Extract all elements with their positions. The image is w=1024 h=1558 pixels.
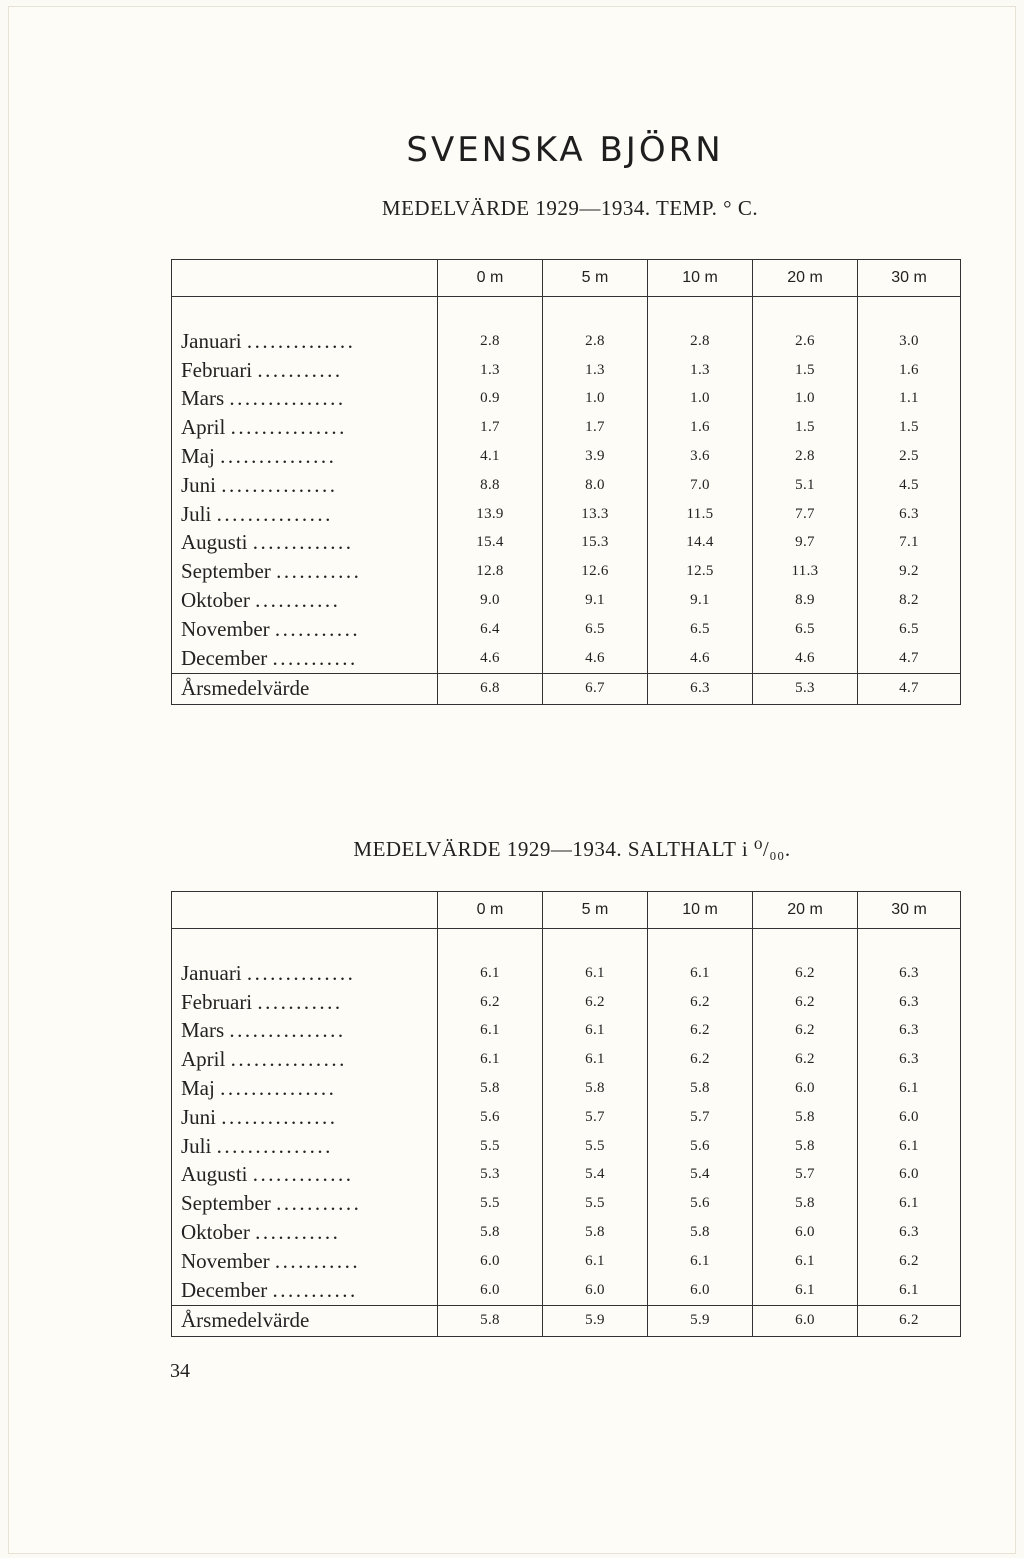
month-cell <box>172 1045 438 1074</box>
table-row <box>172 1074 961 1103</box>
annual-mean-value: 6.2 <box>858 1305 961 1336</box>
leader-dots: ........... <box>274 616 361 641</box>
leader-dots: ........... <box>255 588 341 613</box>
value-cell: 13.9 <box>438 500 543 529</box>
value-cell: 2.8 <box>543 327 648 356</box>
value-cell: 6.3 <box>858 959 961 988</box>
value-cell: 6.0 <box>858 1103 961 1132</box>
leader-dots: ........... <box>276 559 362 584</box>
temperature-heading: MEDELVÄRDE 1929—1934. TEMP. ° C. <box>381 196 759 220</box>
leader-dots: .............. <box>246 960 356 985</box>
column-header: 30 m <box>858 892 961 929</box>
table-row <box>172 1132 961 1161</box>
month-label: December <box>181 645 268 670</box>
value-cell: 1.3 <box>648 356 753 385</box>
value-cell: 6.1 <box>648 1247 753 1276</box>
value-cell: 6.1 <box>858 1276 961 1305</box>
value-cell: 1.3 <box>543 356 648 385</box>
value-cell: 1.5 <box>753 356 858 385</box>
value-cell: 1.6 <box>648 413 753 442</box>
month-label: December <box>181 1277 268 1302</box>
value-cell: 12.8 <box>438 557 543 586</box>
spacer-row <box>172 929 961 960</box>
month-label: Juli <box>181 501 212 526</box>
value-cell: 0.9 <box>438 385 543 414</box>
leader-dots: ........... <box>272 645 358 670</box>
value-cell: 6.1 <box>438 1045 543 1074</box>
spacer-cell <box>753 929 858 960</box>
salinity-table <box>171 891 961 1337</box>
value-cell: 6.1 <box>753 1276 858 1305</box>
month-label: Juli <box>181 1133 212 1158</box>
month-cell <box>172 327 438 356</box>
value-cell: 6.4 <box>438 615 543 644</box>
annual-mean-value: 6.0 <box>753 1305 858 1336</box>
column-header: 0 m <box>438 260 543 297</box>
month-label: Januari <box>181 960 242 985</box>
value-cell: 6.1 <box>438 1017 543 1046</box>
value-cell: 6.2 <box>753 1045 858 1074</box>
value-cell: 9.2 <box>858 557 961 586</box>
table-row <box>172 1218 961 1247</box>
value-cell: 5.1 <box>753 471 858 500</box>
value-cell: 3.0 <box>858 327 961 356</box>
value-cell: 15.4 <box>438 529 543 558</box>
leader-dots: .............. <box>246 328 356 353</box>
value-cell: 3.9 <box>543 442 648 471</box>
value-cell: 6.0 <box>753 1074 858 1103</box>
table-row <box>172 356 961 385</box>
annual-mean-value: 5.9 <box>648 1305 753 1336</box>
table-row <box>172 557 961 586</box>
value-cell: 4.6 <box>648 644 753 673</box>
value-cell: 7.7 <box>753 500 858 529</box>
table-row <box>172 327 961 356</box>
value-cell: 6.1 <box>858 1132 961 1161</box>
leader-dots: ........... <box>276 1191 362 1216</box>
value-cell: 5.8 <box>648 1218 753 1247</box>
value-cell: 5.8 <box>753 1189 858 1218</box>
value-cell: 4.6 <box>438 644 543 673</box>
leader-dots: ........... <box>274 1248 361 1273</box>
value-cell: 1.0 <box>753 385 858 414</box>
annual-mean-value: 5.9 <box>543 1305 648 1336</box>
table-row <box>172 644 961 673</box>
value-cell: 6.3 <box>858 1017 961 1046</box>
value-cell: 5.8 <box>543 1074 648 1103</box>
spacer-cell <box>753 297 858 328</box>
page-title: SVENSKA BJÖRN <box>406 130 724 170</box>
value-cell: 9.1 <box>648 586 753 615</box>
annual-mean-row <box>172 673 961 704</box>
month-cell <box>172 413 438 442</box>
value-cell: 6.3 <box>858 988 961 1017</box>
value-cell: 4.6 <box>753 644 858 673</box>
value-cell: 6.0 <box>438 1276 543 1305</box>
value-cell: 6.1 <box>438 959 543 988</box>
month-label: Augusti <box>181 1162 248 1187</box>
month-cell <box>172 356 438 385</box>
table-row <box>172 1247 961 1276</box>
table-header-row <box>172 892 961 929</box>
leader-dots: ............... <box>230 1047 347 1072</box>
month-cell <box>172 988 438 1017</box>
column-header: 20 m <box>753 260 858 297</box>
value-cell: 1.7 <box>543 413 648 442</box>
value-cell: 6.2 <box>543 988 648 1017</box>
annual-mean-value: 6.8 <box>438 673 543 704</box>
annual-mean-value: 5.8 <box>438 1305 543 1336</box>
table-row <box>172 1161 961 1190</box>
month-cell <box>172 1161 438 1190</box>
value-cell: 5.3 <box>438 1161 543 1190</box>
annual-mean-row <box>172 1305 961 1336</box>
month-label: November <box>181 616 270 641</box>
header-corner <box>172 892 438 929</box>
value-cell: 5.6 <box>648 1189 753 1218</box>
value-cell: 6.0 <box>648 1276 753 1305</box>
value-cell: 6.3 <box>858 500 961 529</box>
month-cell <box>172 1276 438 1305</box>
table-row <box>172 959 961 988</box>
month-label: September <box>181 1191 271 1216</box>
value-cell: 1.5 <box>753 413 858 442</box>
value-cell: 6.2 <box>753 959 858 988</box>
spacer-cell <box>438 929 543 960</box>
annual-mean-label: Årsmedelvärde <box>172 673 438 704</box>
table-row <box>172 500 961 529</box>
table-row <box>172 1103 961 1132</box>
value-cell: 8.0 <box>543 471 648 500</box>
month-cell <box>172 557 438 586</box>
month-label: Maj <box>181 444 215 469</box>
month-cell <box>172 1103 438 1132</box>
month-cell <box>172 1218 438 1247</box>
leader-dots: ............. <box>252 530 354 555</box>
month-cell <box>172 1017 438 1046</box>
value-cell: 6.0 <box>753 1218 858 1247</box>
value-cell: 5.7 <box>543 1103 648 1132</box>
value-cell: 4.1 <box>438 442 543 471</box>
value-cell: 5.8 <box>438 1218 543 1247</box>
page-number: 34 <box>170 1360 190 1382</box>
value-cell: 1.0 <box>543 385 648 414</box>
table-row <box>172 529 961 558</box>
month-cell <box>172 1074 438 1103</box>
value-cell: 1.6 <box>858 356 961 385</box>
leader-dots: ............... <box>229 386 346 411</box>
month-cell <box>172 385 438 414</box>
leader-dots: ........... <box>272 1277 358 1302</box>
value-cell: 13.3 <box>543 500 648 529</box>
value-cell: 2.5 <box>858 442 961 471</box>
value-cell: 5.8 <box>753 1132 858 1161</box>
table-row <box>172 988 961 1017</box>
value-cell: 6.1 <box>753 1247 858 1276</box>
column-header: 0 m <box>438 892 543 929</box>
month-cell <box>172 644 438 673</box>
spacer-cell <box>438 297 543 328</box>
leader-dots: ........... <box>257 989 343 1014</box>
value-cell: 6.2 <box>753 988 858 1017</box>
value-cell: 5.8 <box>543 1218 648 1247</box>
month-label: Februari <box>181 989 253 1014</box>
value-cell: 6.5 <box>858 615 961 644</box>
salinity-heading: MEDELVÄRDE 1929—1934. SALTHALT i ⁰/₀₀. <box>353 837 791 861</box>
month-cell <box>172 959 438 988</box>
value-cell: 6.3 <box>858 1045 961 1074</box>
value-cell: 12.6 <box>543 557 648 586</box>
spacer-cell <box>543 929 648 960</box>
value-cell: 6.3 <box>858 1218 961 1247</box>
spacer-cell <box>858 297 961 328</box>
value-cell: 1.3 <box>438 356 543 385</box>
value-cell: 5.5 <box>438 1132 543 1161</box>
value-cell: 1.7 <box>438 413 543 442</box>
value-cell: 4.5 <box>858 471 961 500</box>
month-label: April <box>181 415 226 440</box>
value-cell: 5.8 <box>753 1103 858 1132</box>
spacer-cell <box>172 297 438 328</box>
spacer-cell <box>648 297 753 328</box>
value-cell: 6.0 <box>438 1247 543 1276</box>
table-row <box>172 442 961 471</box>
value-cell: 1.0 <box>648 385 753 414</box>
value-cell: 5.7 <box>648 1103 753 1132</box>
leader-dots: ............... <box>221 472 338 497</box>
leader-dots: ............... <box>220 444 337 469</box>
value-cell: 5.5 <box>543 1189 648 1218</box>
column-header: 5 m <box>543 260 648 297</box>
month-cell <box>172 586 438 615</box>
value-cell: 11.5 <box>648 500 753 529</box>
header-corner <box>172 260 438 297</box>
leader-dots: ........... <box>255 1220 341 1245</box>
temperature-table <box>171 259 961 705</box>
column-header: 10 m <box>648 260 753 297</box>
month-label: September <box>181 559 271 584</box>
month-label: Maj <box>181 1076 215 1101</box>
value-cell: 9.1 <box>543 586 648 615</box>
value-cell: 7.0 <box>648 471 753 500</box>
month-cell <box>172 615 438 644</box>
month-cell <box>172 500 438 529</box>
spacer-row <box>172 297 961 328</box>
leader-dots: ............... <box>216 1133 333 1158</box>
leader-dots: ............... <box>229 1018 346 1043</box>
column-header: 5 m <box>543 892 648 929</box>
month-label: November <box>181 1248 270 1273</box>
table-row <box>172 586 961 615</box>
month-cell <box>172 1189 438 1218</box>
table-row <box>172 1189 961 1218</box>
table-row <box>172 471 961 500</box>
value-cell: 4.7 <box>858 644 961 673</box>
value-cell: 6.0 <box>543 1276 648 1305</box>
table-row <box>172 615 961 644</box>
value-cell: 8.8 <box>438 471 543 500</box>
value-cell: 2.6 <box>753 327 858 356</box>
leader-dots: ............. <box>252 1162 354 1187</box>
month-cell <box>172 471 438 500</box>
annual-mean-value: 6.3 <box>648 673 753 704</box>
value-cell: 6.2 <box>858 1247 961 1276</box>
value-cell: 2.8 <box>753 442 858 471</box>
value-cell: 12.5 <box>648 557 753 586</box>
value-cell: 5.7 <box>753 1161 858 1190</box>
month-label: Februari <box>181 357 253 382</box>
value-cell: 7.1 <box>858 529 961 558</box>
spacer-cell <box>172 929 438 960</box>
value-cell: 2.8 <box>438 327 543 356</box>
leader-dots: ........... <box>257 357 343 382</box>
value-cell: 1.1 <box>858 385 961 414</box>
annual-mean-value: 5.3 <box>753 673 858 704</box>
annual-mean-value: 4.7 <box>858 673 961 704</box>
value-cell: 6.2 <box>648 1045 753 1074</box>
spacer-cell <box>648 929 753 960</box>
month-label: Augusti <box>181 530 248 555</box>
value-cell: 6.5 <box>648 615 753 644</box>
month-cell <box>172 1247 438 1276</box>
annual-mean-value: 6.7 <box>543 673 648 704</box>
table-row <box>172 1017 961 1046</box>
value-cell: 6.5 <box>543 615 648 644</box>
value-cell: 5.4 <box>543 1161 648 1190</box>
value-cell: 6.0 <box>858 1161 961 1190</box>
value-cell: 5.4 <box>648 1161 753 1190</box>
value-cell: 6.1 <box>858 1189 961 1218</box>
value-cell: 5.5 <box>438 1189 543 1218</box>
table-row <box>172 1045 961 1074</box>
value-cell: 14.4 <box>648 529 753 558</box>
value-cell: 6.1 <box>543 1045 648 1074</box>
table-header-row <box>172 260 961 297</box>
value-cell: 6.5 <box>753 615 858 644</box>
value-cell: 8.2 <box>858 586 961 615</box>
value-cell: 6.2 <box>438 988 543 1017</box>
table-row <box>172 1276 961 1305</box>
month-label: Oktober <box>181 588 250 613</box>
value-cell: 6.1 <box>543 959 648 988</box>
value-cell: 9.7 <box>753 529 858 558</box>
month-label: Juni <box>181 1104 217 1129</box>
value-cell: 5.5 <box>543 1132 648 1161</box>
table-row <box>172 385 961 414</box>
value-cell: 6.2 <box>648 988 753 1017</box>
value-cell: 6.1 <box>543 1247 648 1276</box>
value-cell: 5.6 <box>438 1103 543 1132</box>
value-cell: 6.2 <box>648 1017 753 1046</box>
value-cell: 9.0 <box>438 586 543 615</box>
value-cell: 15.3 <box>543 529 648 558</box>
month-label: Juni <box>181 472 217 497</box>
value-cell: 5.8 <box>648 1074 753 1103</box>
month-label: Oktober <box>181 1220 250 1245</box>
table-row <box>172 413 961 442</box>
leader-dots: ............... <box>221 1104 338 1129</box>
value-cell: 3.6 <box>648 442 753 471</box>
value-cell: 6.2 <box>753 1017 858 1046</box>
leader-dots: ............... <box>220 1076 337 1101</box>
column-header: 30 m <box>858 260 961 297</box>
value-cell: 6.1 <box>648 959 753 988</box>
value-cell: 6.1 <box>858 1074 961 1103</box>
value-cell: 5.8 <box>438 1074 543 1103</box>
leader-dots: ............... <box>216 501 333 526</box>
month-cell <box>172 442 438 471</box>
value-cell: 11.3 <box>753 557 858 586</box>
value-cell: 4.6 <box>543 644 648 673</box>
value-cell: 5.6 <box>648 1132 753 1161</box>
value-cell: 1.5 <box>858 413 961 442</box>
value-cell: 6.1 <box>543 1017 648 1046</box>
month-cell <box>172 1132 438 1161</box>
month-label: Januari <box>181 328 242 353</box>
spacer-cell <box>858 929 961 960</box>
month-label: April <box>181 1047 226 1072</box>
month-cell <box>172 529 438 558</box>
month-label: Mars <box>181 1018 225 1043</box>
column-header: 10 m <box>648 892 753 929</box>
leader-dots: ............... <box>230 415 347 440</box>
spacer-cell <box>543 297 648 328</box>
value-cell: 8.9 <box>753 586 858 615</box>
month-label: Mars <box>181 386 225 411</box>
annual-mean-label: Årsmedelvärde <box>172 1305 438 1336</box>
value-cell: 2.8 <box>648 327 753 356</box>
column-header: 20 m <box>753 892 858 929</box>
